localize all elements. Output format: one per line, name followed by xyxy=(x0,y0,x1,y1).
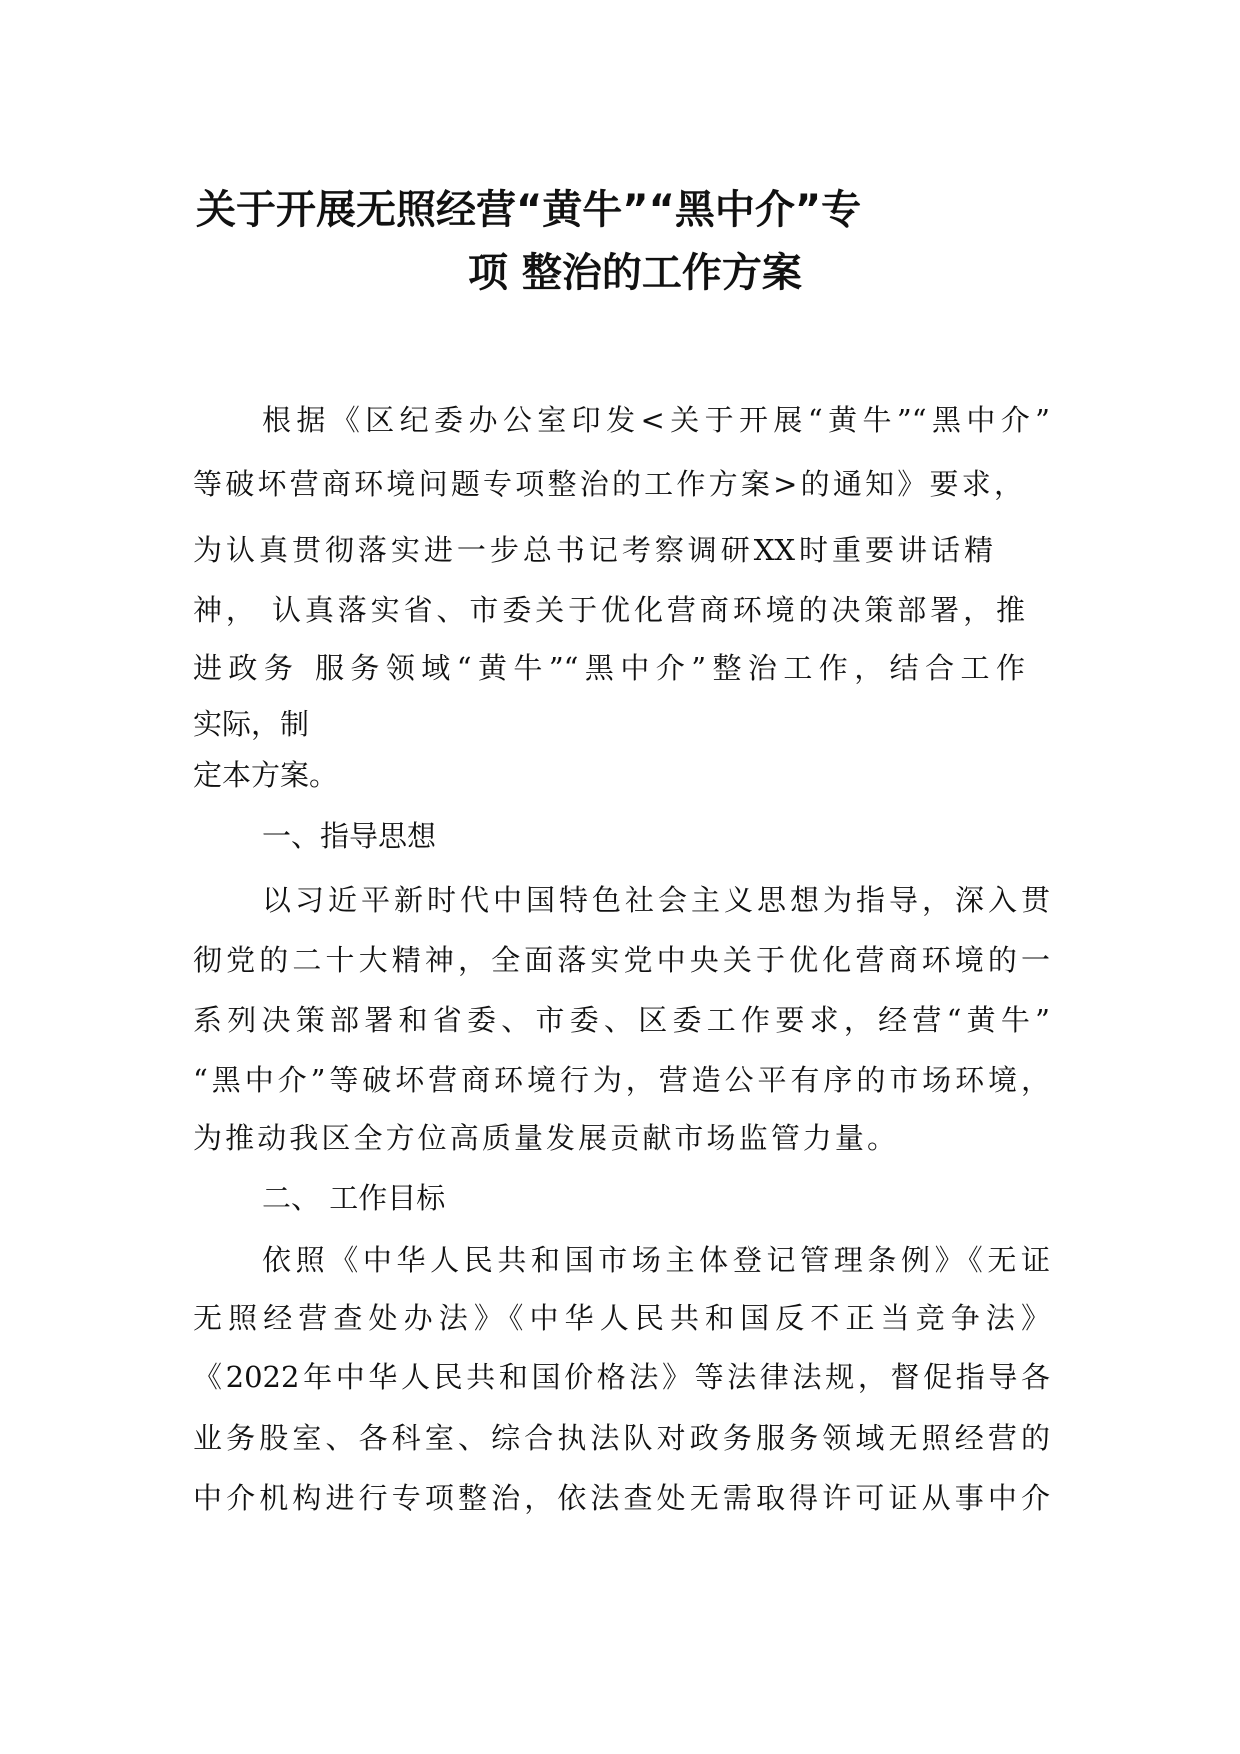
body-line: 《2022年中华人民共和国价格法》等法律法规，督促指导各 xyxy=(193,1360,1050,1394)
body-line: 系列决策部署和省委、市委、区委工作要求，经营“黄牛” xyxy=(193,1003,1050,1037)
body-line: 定本方案。 xyxy=(193,758,339,792)
body-line: 为推动我区全方位高质量发展贡献市场监管力量。 xyxy=(193,1121,896,1155)
body-line: 业务股室、各科室、综合执法队对政务服务领域无照经营的 xyxy=(193,1421,1050,1455)
body-line: 依照《中华人民共和国市场主体登记管理条例》《无证 xyxy=(262,1243,1050,1277)
body-line: 等破坏营商环境问题专项整治的工作方案>的通知》要求， xyxy=(193,467,1023,501)
body-line: 以习近平新时代中国特色社会主义思想为指导，深入贯 xyxy=(262,883,1050,917)
document-title-line-2: 项 整治的工作方案 xyxy=(468,250,802,296)
body-line: “黑中介”等破坏营商环境行为，营造公平有序的市场环境， xyxy=(193,1063,1050,1097)
body-line: 进政务 服务领域“黄牛”“黑中介”整治工作，结合工作 xyxy=(193,651,1025,685)
body-line: 神， 认真落实省、市委关于优化营商环境的决策部署，推 xyxy=(193,593,1025,627)
document-title-line-1: 关于开展无照经营“黄牛”“黑中介”专 xyxy=(196,187,862,233)
body-line: 无照经营查处办法》《中华人民共和国反不正当竞争法》 xyxy=(193,1301,1050,1335)
body-line: 为认真贯彻落实进一步总书记考察调研XX时重要讲话精 xyxy=(193,533,993,567)
body-line: 实际，制 xyxy=(193,707,310,741)
body-line: 根据《区纪委办公室印发<关于开展“黄牛”“黑中介” xyxy=(262,403,1050,437)
body-line: 彻党的二十大精神，全面落实党中央关于优化营商环境的一 xyxy=(193,943,1050,977)
section-heading: 二、 工作目标 xyxy=(262,1181,446,1215)
body-line: 中介机构进行专项整治，依法查处无需取得许可证从事中介 xyxy=(193,1481,1050,1515)
section-heading: 一、指导思想 xyxy=(262,819,437,853)
